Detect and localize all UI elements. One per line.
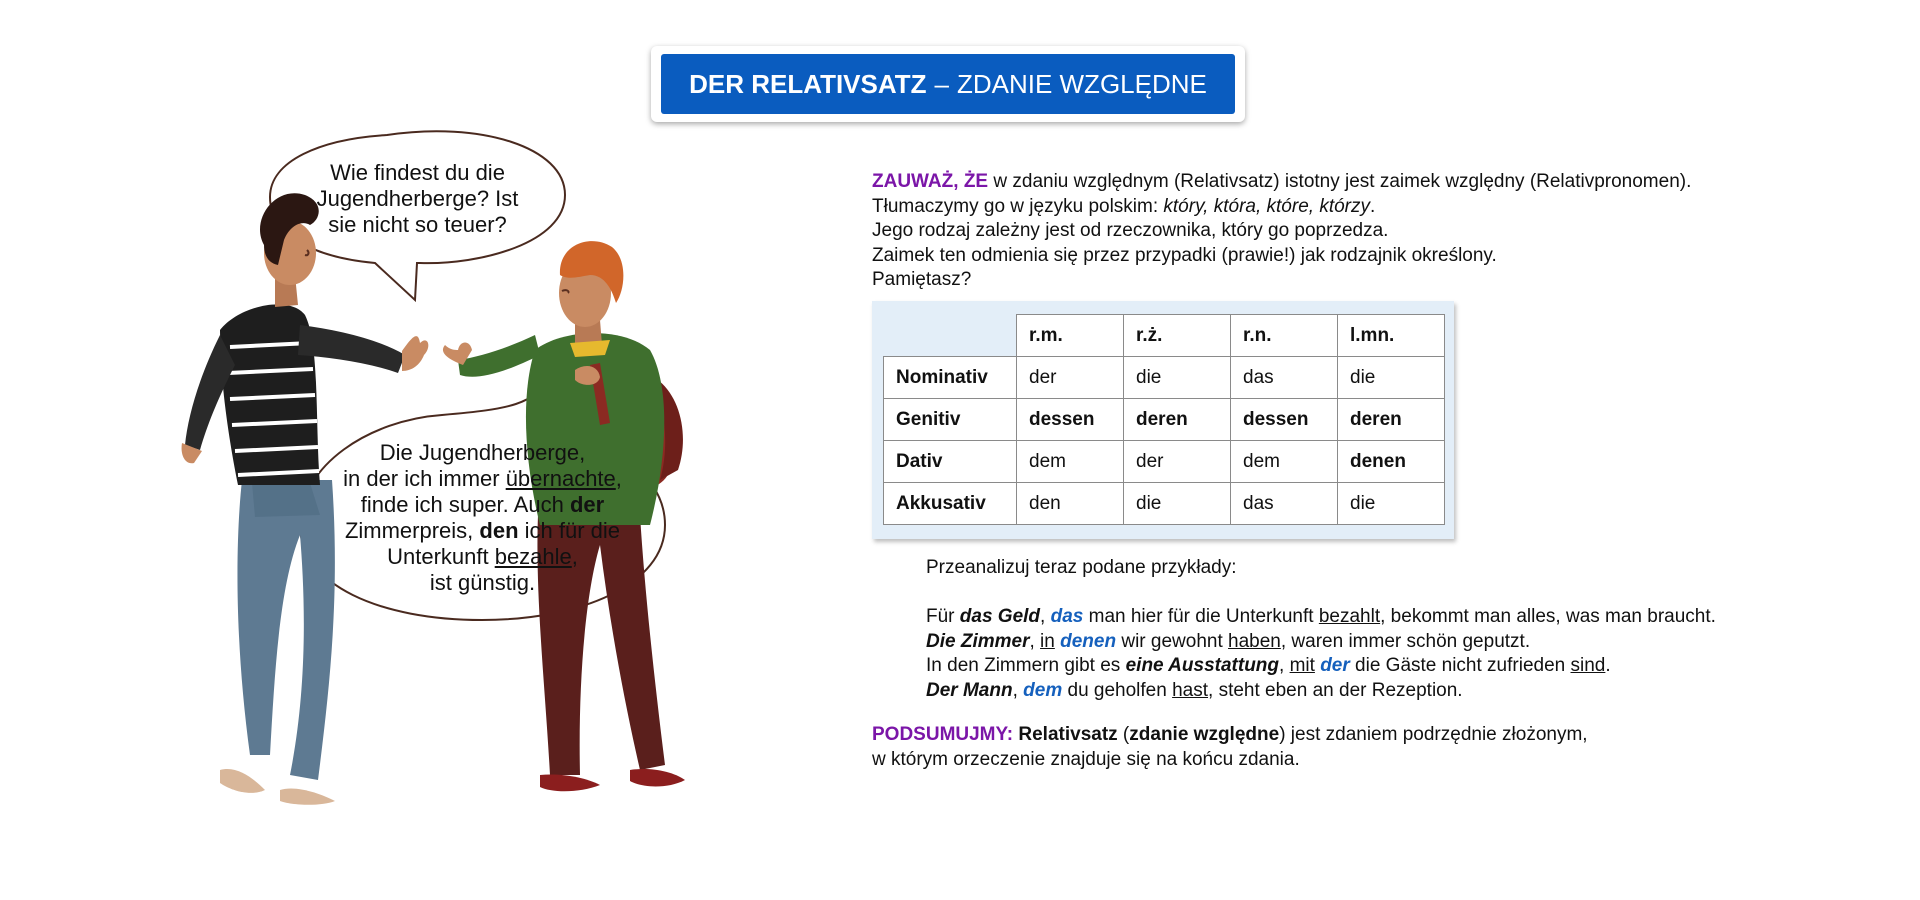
table-row [884, 441, 1445, 483]
examples-block [926, 556, 1886, 703]
example-antecedent: das Geld [959, 606, 1041, 627]
title-rest: ZDANIE WZGLĘDNE [956, 68, 1207, 99]
note-line: Jego rodzaj zależny jest od rzeczownika, który go poprzedza. [872, 220, 1389, 241]
bubble-underlined-verb: bezahle [494, 544, 572, 569]
note-lead: ZAUWAŻ, ŻE [872, 171, 989, 192]
bubble-text-part: finde ich super. Auch [360, 492, 570, 517]
example-text: , steht eben an der Rezeption. [1208, 679, 1463, 701]
example-text: . [1605, 655, 1611, 676]
title-separator: – [934, 68, 949, 99]
table-header-cell: r.ż. [1124, 315, 1231, 357]
note-line: Pamiętasz? [872, 269, 972, 290]
table-cell: das [1231, 357, 1338, 399]
page-title [661, 54, 1235, 114]
example-verb: bezahlt [1318, 606, 1381, 627]
bubble-text-part: Unterkunft [387, 544, 495, 569]
case-name-cell: Nominativ [884, 357, 1017, 399]
summary-line: w którym orzeczenie znajduje się na końcu zdania. [872, 748, 1300, 770]
example-antecedent: Der Mann [926, 679, 1013, 701]
table-cell: dessen [1231, 399, 1338, 441]
spacer [926, 581, 1886, 606]
summary-block [872, 723, 1872, 772]
conversation-illustration [180, 125, 860, 855]
bubble-right-line: Die Jugendherberge, [379, 440, 586, 465]
bubble-right-text [305, 440, 660, 596]
example-relative-pronoun: das [1050, 606, 1084, 627]
example-preposition: in [1040, 630, 1055, 652]
example-text: du geholfen [1062, 679, 1173, 701]
example-sentence [926, 630, 1886, 655]
table-cell: der [1124, 441, 1231, 483]
example-text: In den Zimmern gibt es [926, 655, 1126, 676]
examples-intro: Przeanalizuj teraz podane przykłady: [926, 557, 1237, 578]
example-relative-pronoun: denen [1060, 630, 1117, 652]
example-text: , waren immer schön geputzt. [1280, 630, 1531, 652]
example-relative-pronoun: dem [1023, 679, 1063, 701]
summary-line [872, 723, 1872, 748]
case-name-cell: Akkusativ [884, 483, 1017, 525]
example-text: , [1029, 630, 1041, 652]
table-cell: die [1338, 483, 1445, 525]
example-verb: haben [1228, 630, 1281, 652]
summary-bold: Relativsatz [1013, 724, 1118, 745]
bubble-underlined-verb: übernachte [505, 466, 616, 491]
table-cell: deren [1338, 399, 1445, 441]
relative-pronoun-table [883, 314, 1445, 525]
example-relative-pronoun: der [1320, 655, 1350, 676]
bubble-left-line: Wie findest du die [330, 160, 505, 185]
table-cell: dem [1017, 441, 1124, 483]
example-text: die Gäste nicht zufrieden [1349, 655, 1571, 676]
table-cell: der [1017, 357, 1124, 399]
note-text: . [1370, 195, 1376, 217]
table-row [884, 399, 1445, 441]
bubble-right-line [305, 466, 660, 492]
bubble-text-part: Zimmerpreis, [344, 518, 480, 543]
bubble-right-line [305, 492, 660, 518]
table-cell: deren [1124, 399, 1231, 441]
table-cell: die [1338, 357, 1445, 399]
example-antecedent: eine Ausstattung [1125, 655, 1280, 676]
case-name-cell: Genitiv [884, 399, 1017, 441]
bubble-right-line [305, 518, 660, 544]
bubble-text-part: , [615, 466, 622, 491]
case-name-cell: Dativ [884, 441, 1017, 483]
bubble-bold-word: der [569, 492, 605, 517]
table-header-row [884, 315, 1445, 357]
note-line [872, 195, 1872, 220]
example-text: Für [926, 606, 960, 627]
bubble-left-text [275, 160, 560, 238]
table-cell: das [1231, 483, 1338, 525]
example-text: , [1279, 655, 1290, 676]
table-header-cell: r.n. [1231, 315, 1338, 357]
bubble-left-line: Jugendherberge? Ist [316, 186, 519, 211]
table-header-cell: r.m. [1017, 315, 1124, 357]
table-cell: denen [1338, 441, 1445, 483]
example-text: , [1012, 679, 1024, 701]
example-text: wir gewohnt [1116, 630, 1229, 652]
summary-text: ( [1117, 724, 1130, 745]
relative-pronoun-table-panel [872, 301, 1454, 539]
example-sentence [926, 654, 1886, 679]
table-corner-cell [884, 315, 1017, 357]
example-sentence [926, 679, 1886, 704]
note-line: Zaimek ten odmienia się przez przypadki (prawie!) jak rodzajnik określony. [872, 244, 1497, 266]
example-antecedent: Die Zimmer [926, 630, 1030, 652]
bubble-text-part: ich für die [518, 518, 621, 543]
table-row [884, 483, 1445, 525]
summary-text: ) jest zdaniem podrzędnie złożonym, [1279, 724, 1588, 745]
table-row [884, 357, 1445, 399]
example-text: man hier für die Unterkunft [1083, 606, 1319, 627]
table-cell: dem [1231, 441, 1338, 483]
table-cell: den [1017, 483, 1124, 525]
explanation-notes [872, 170, 1872, 293]
table-cell: dessen [1017, 399, 1124, 441]
example-verb: sind [1570, 655, 1606, 676]
note-line [872, 170, 1872, 195]
example-sentence [926, 605, 1886, 630]
example-verb: hast [1172, 679, 1209, 701]
example-preposition: mit [1289, 655, 1315, 676]
title-bold: DER RELATIVSATZ [689, 68, 927, 99]
bubble-left-line: sie nicht so teuer? [328, 212, 507, 237]
note-text: Tłumaczymy go w języku polskim: [872, 195, 1164, 217]
note-italic: który, która, które, którzy [1163, 195, 1370, 217]
summary-lead: PODSUMUJMY: [872, 724, 1014, 745]
bubble-text-part: in der ich immer [343, 466, 506, 491]
table-cell: die [1124, 483, 1231, 525]
table-header-cell: l.mn. [1338, 315, 1445, 357]
summary-bold: zdanie względne [1129, 724, 1280, 745]
bubble-right-line: ist günstig. [429, 570, 536, 595]
example-text: , [1040, 606, 1051, 627]
bubble-text-part: , [571, 544, 578, 569]
bubble-right-line [305, 544, 660, 570]
note-text: w zdaniu względnym (Relativsatz) istotny jest zaimek względny (Relativpronomen). [988, 171, 1692, 192]
table-cell: die [1124, 357, 1231, 399]
bubble-bold-word: den [479, 518, 519, 543]
example-text: , bekommt man alles, was man braucht. [1380, 606, 1716, 627]
